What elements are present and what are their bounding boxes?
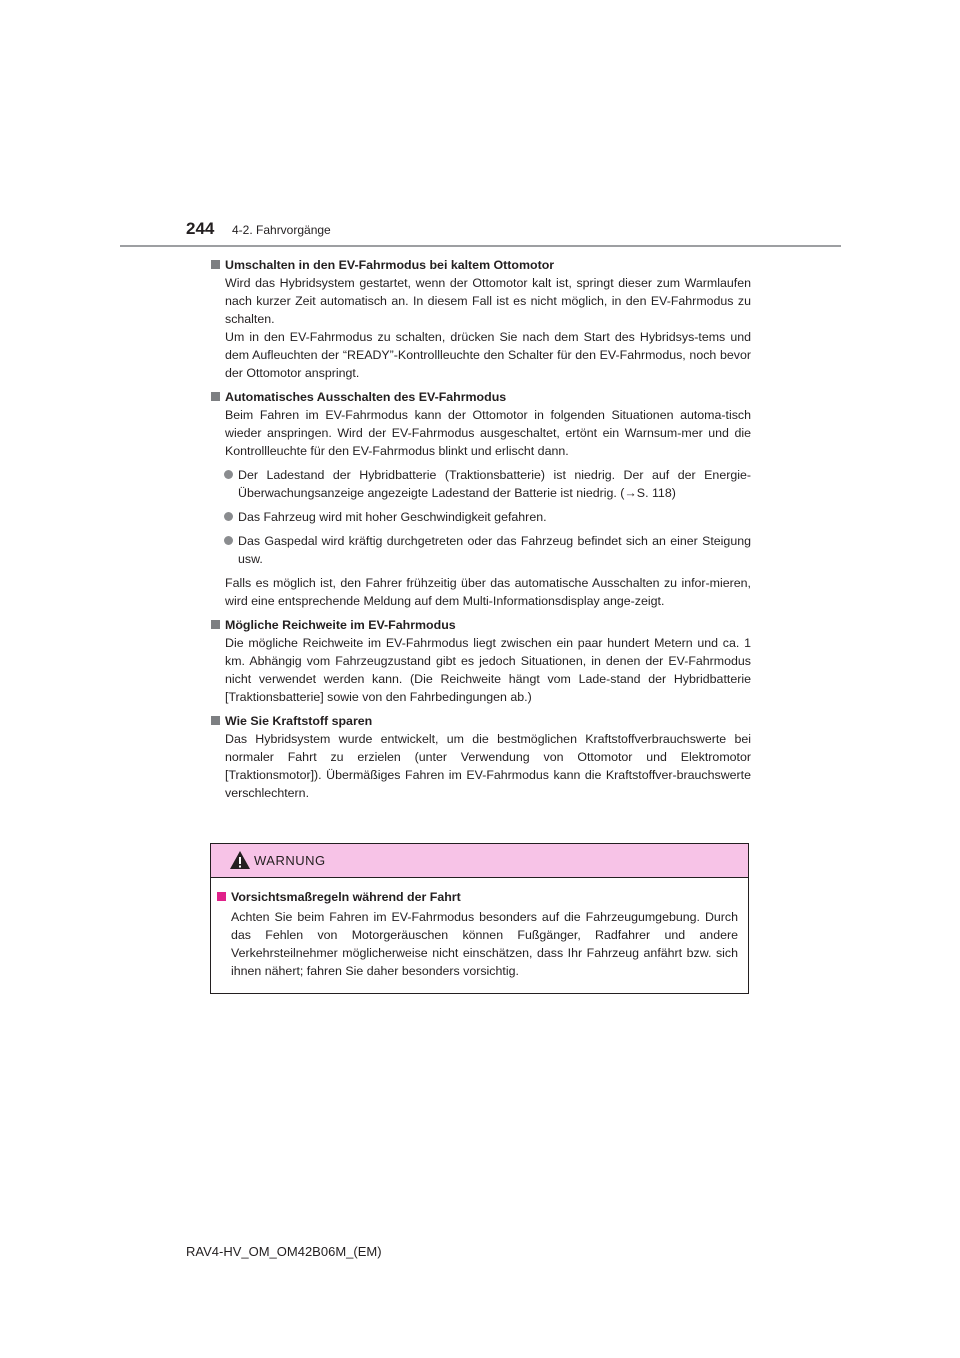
paragraph: Beim Fahren im EV-Fahrmodus kann der Ottomotor in folgenden Situationen automa-tisch wieder anspringen. Wird der EV-Fahrmodus ausgeschaltet, ertönt ein Warnsum-mer und die Kontrollleuchte für den EV-Fahrmodus blinkt und erlischt dann. <box>225 408 751 458</box>
warning-body <box>211 878 748 980</box>
round-bullet-icon <box>224 536 233 545</box>
section-cold-engine <box>211 256 751 382</box>
square-bullet-icon <box>211 260 220 269</box>
warning-triangle-icon <box>229 850 251 870</box>
section-heading: Automatisches Ausschalten des EV-Fahrmodus <box>211 388 751 406</box>
warning-heading: Vorsichtsmaßregeln während der Fahrt <box>217 888 738 906</box>
paragraph: Um in den EV-Fahrmodus zu schalten, drücken Sie nach dem Start des Hybridsys-tems und dem Aufleuchten der “READY”-Kontrollleuchte den Schalter für den EV-Fahrmodus, noch bevor der Ottomotor anspringt. <box>225 330 751 380</box>
list-item: Das Fahrzeug wird mit hoher Geschwindigkeit gefahren. <box>211 508 751 526</box>
square-bullet-icon <box>211 392 220 401</box>
paragraph: Wird das Hybridsystem gestartet, wenn der Ottomotor kalt ist, springt dieser zum Warmlaufen nach kurzer Zeit automatisch an. In diesem Fall ist es nicht möglich, in den EV-Fahrmodus zu schalten. <box>225 276 751 326</box>
section-heading: Umschalten in den EV-Fahrmodus bei kaltem Ottomotor <box>211 256 751 274</box>
square-bullet-icon <box>211 620 220 629</box>
list-item: Der Ladestand der Hybridbatterie (Traktionsbatterie) ist niedrig. Der auf der Energie-Überwachungsanzeige angezeigte Ladestand der Batterie ist niedrig. (→S. 118) <box>211 466 751 502</box>
round-bullet-icon <box>224 470 233 479</box>
section-fuel-saving <box>211 712 751 802</box>
section-heading: Wie Sie Kraftstoff sparen <box>211 712 751 730</box>
section-heading: Mögliche Reichweite im EV-Fahrmodus <box>211 616 751 634</box>
warning-box <box>210 843 749 994</box>
page-number: 244 <box>186 219 215 238</box>
warning-header <box>211 844 748 878</box>
chapter-title: 4-2. Fahrvorgänge <box>232 223 331 237</box>
square-bullet-icon <box>211 716 220 725</box>
paragraph: Falls es möglich ist, den Fahrer frühzeitig über das automatische Ausschalten zu infor-mieren, wird eine entsprechende Meldung auf dem Multi-Informationsdisplay ange-zeigt. <box>225 576 751 608</box>
paragraph: Die mögliche Reichweite im EV-Fahrmodus liegt zwischen ein paar hundert Metern und ca. 1 km. Abhängig vom Fahrzeugzustand gibt es jedoch Situationen, in denen der EV-Fahrmodus nicht verwendet werden kann. (Die Reichweite hängt vom Lade-stand der Hybridbatterie [Traktionsbatterie] sowie von den Fahrbedingungen ab.) <box>225 636 751 704</box>
section-auto-deactivation <box>211 388 751 610</box>
document-code: RAV4-HV_OM_OM42B06M_(EM) <box>186 1244 382 1259</box>
list-item: Das Gaspedal wird kräftig durchgetreten oder das Fahrzeug befindet sich an einer Steigung usw. <box>211 532 751 568</box>
square-bullet-icon <box>217 892 226 901</box>
header-divider <box>120 245 841 247</box>
warning-text: Achten Sie beim Fahren im EV-Fahrmodus besonders auf die Fahrzeugumgebung. Durch das Fehlen von Motorgeräuschen können Fußgänger, Radfahrer und andere Verkehrsteilnehmer möglicherweise nicht einschätzen, dass Ihr Fahrzeug anfährt bzw. sich ihnen nähert; fahren Sie daher besonders vorsichtig. <box>231 910 738 978</box>
main-content <box>211 256 751 808</box>
section-range <box>211 616 751 706</box>
round-bullet-icon <box>224 512 233 521</box>
warning-title: WARNUNG <box>254 853 326 868</box>
paragraph: Das Hybridsystem wurde entwickelt, um die bestmöglichen Kraftstoffverbrauchswerte bei normaler Fahrt zu erzielen (unter Verwendung von Ottomotor und Elektromotor [Traktionsmotor]). Übermäßiges Fahren im EV-Fahrmodus kann die Kraftstoffver-brauchswerte verschlechtern. <box>225 732 751 800</box>
